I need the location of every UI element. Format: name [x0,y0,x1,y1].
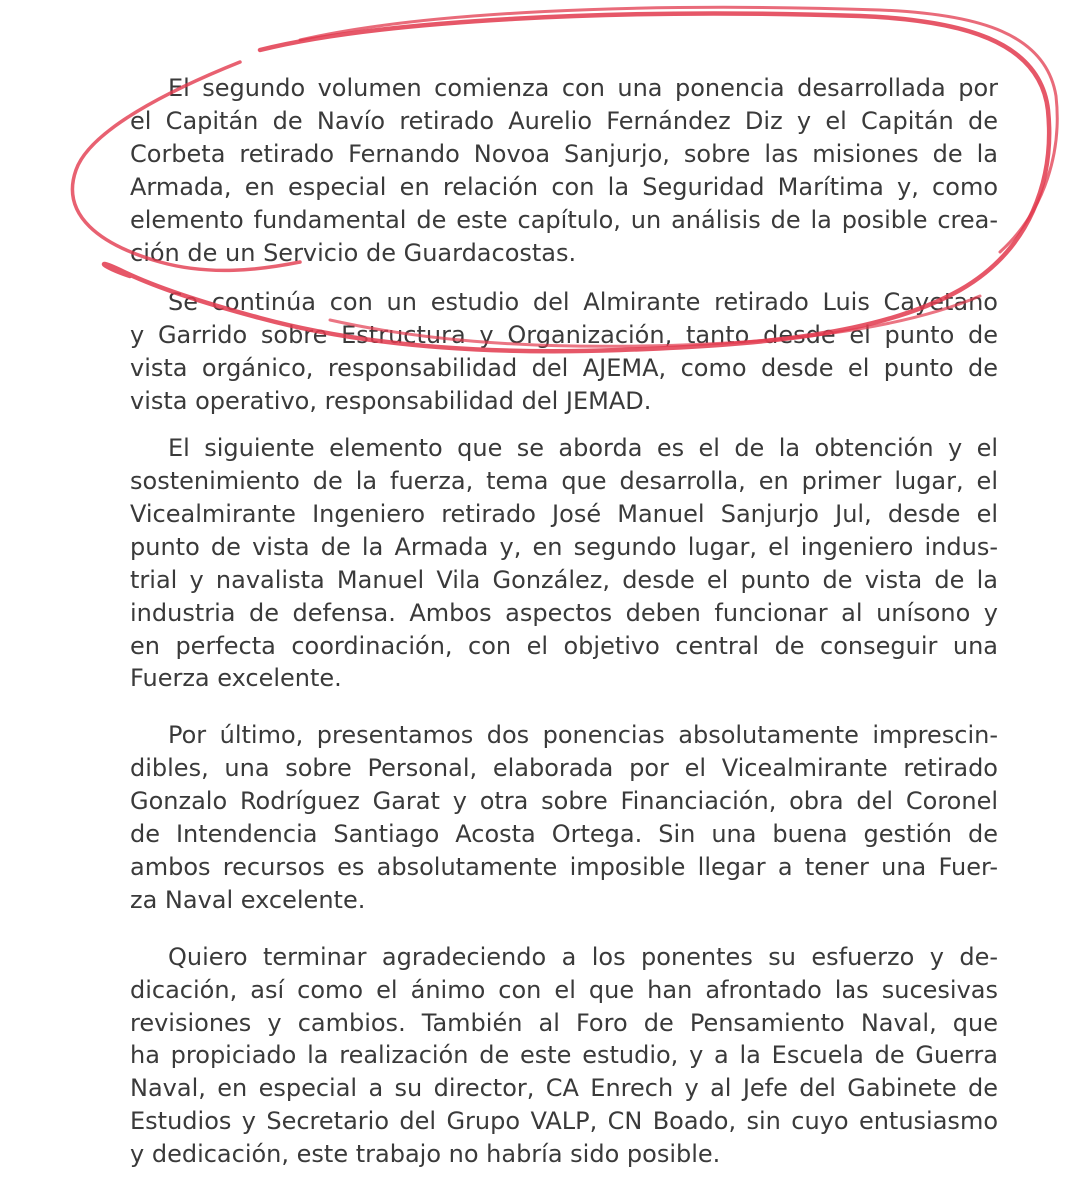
text-line: Fuerza excelente. [130,664,342,693]
text-line: El segundo volumen comienza con una ponencia desarrollada por [168,74,998,102]
text-line: El siguiente elemento que se aborda es el de la obtención y el [168,434,998,463]
text-line: dibles, una sobre Personal, elaborada por el Vicealmirante retirado [130,754,998,783]
paragraph-5 [130,941,998,1171]
text-line: sostenimiento de la fuerza, tema que desarrolla, en primer lugar, el [130,466,998,495]
text-line: Se continúa con un estudio del Almirante retirado Luis Cayetano [168,288,998,317]
text-line: Gonzalo Rodríguez Garat y otra sobre Financiación, obra del Coronel [130,787,998,816]
text-line: industria de defensa. Ambos aspectos deben funcionar al unísono y [130,598,998,627]
paragraph-4 [130,719,998,916]
text-line: y Garrido sobre Estructura y Organización, tanto desde el punto de [130,321,998,350]
text-line: vista operativo, responsabilidad del JEMAD. [130,387,652,416]
text-line: Armada, en especial en relación con la Seguridad Marítima y, como [130,172,998,201]
text-line: punto de vista de la Armada y, en segundo lugar, el ingeniero indus- [130,532,998,561]
text-line: za Naval excelente. [130,885,366,914]
text-line: Por último, presentamos dos ponencias absolutamente imprescin- [168,721,998,750]
text-line: Corbeta retirado Fernando Novoa Sanjurjo, sobre las misiones de la [130,139,998,168]
paragraph-1 [130,72,998,269]
text-line: Naval, en especial a su director, CA Enrech y al Jefe del Gabinete de [130,1074,998,1103]
text-line: Quiero terminar agradeciendo a los ponentes su esfuerzo y de- [168,942,998,971]
text-line: de Intendencia Santiago Acosta Ortega. Sin una buena gestión de [130,820,998,849]
text-column [130,60,998,1171]
text-line: revisiones y cambios. También al Foro de Pensamiento Naval, que [130,1008,998,1037]
text-line: dicación, así como el ánimo con el que han afrontado las sucesivas [130,975,998,1004]
paragraph-2 [130,286,998,418]
text-line: Estudios y Secretario del Grupo VALP, CN Boado, sin cuyo entusiasmo [130,1107,998,1136]
text-line: y dedicación, este trabajo no habría sido posible. [130,1140,721,1169]
text-line: ha propiciado la realización de este estudio, y a la Escuela de Guerra [130,1041,998,1070]
text-line: Vicealmirante Ingeniero retirado José Manuel Sanjurjo Jul, desde el [130,499,998,528]
text-line: elemento fundamental de este capítulo, un análisis de la posible crea- [130,205,998,234]
text-line: ambos recursos es absolutamente imposible llegar a tener una Fuer- [130,852,998,881]
text-line: ción de un Servicio de Guardacostas. [130,238,577,267]
text-line: vista orgánico, responsabilidad del AJEMA, como desde el punto de [130,354,998,383]
paragraph-3 [130,432,998,695]
text-line: el Capitán de Navío retirado Aurelio Fernández Diz y el Capitán de [130,106,998,135]
text-line: en perfecta coordinación, con el objetivo central de conseguir una [130,631,998,660]
text-line: trial y navalista Manuel Vila González, desde el punto de vista de la [130,565,998,594]
